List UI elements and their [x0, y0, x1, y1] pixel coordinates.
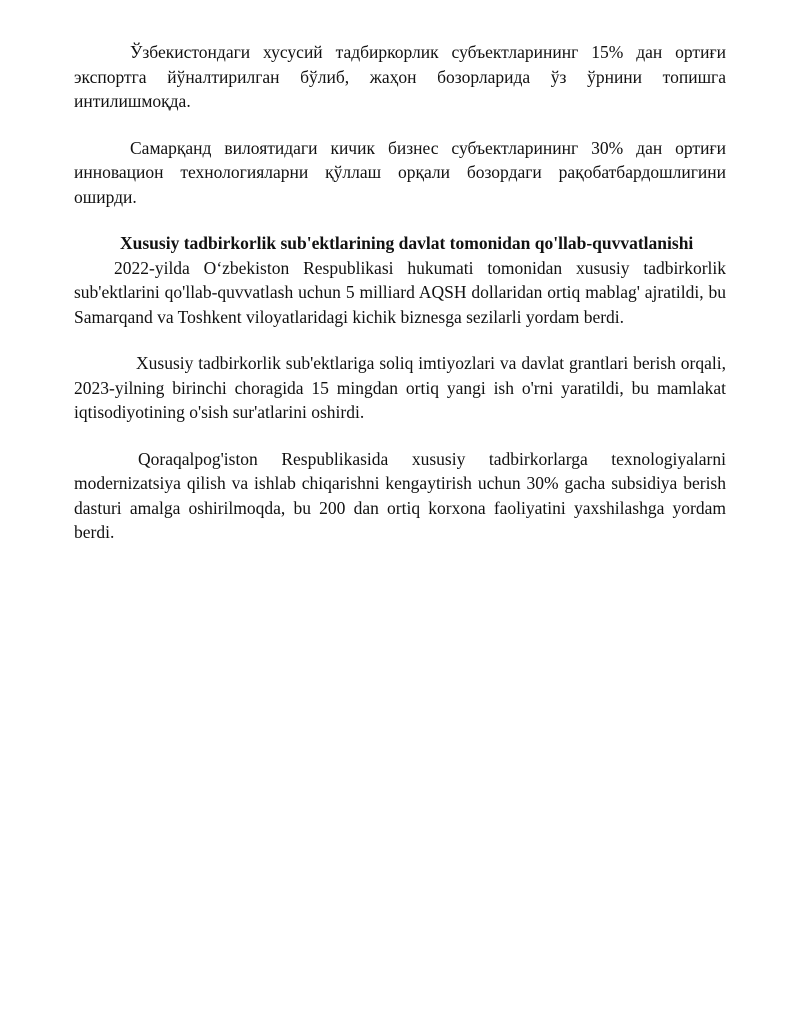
paragraph-funding: 2022-yilda Oʻzbekiston Respublikasi hukumati tomonidan xususiy tadbirkorlik sub'ektlarini qo'llab-quvvatlash uchun 5 milliard AQSH dollaridan ortiq mablag' ajratildi, bu Samarqand va Toshkent viloyatlaridagi kichik biznesga sezilarli yordam berdi. [74, 257, 726, 327]
paragraph-subsidy: Qoraqalpog'iston Respublikasida xususiy tadbirkorlarga texnologiyalarni modernizatsiya qilish va ishlab chiqarishni kengaytirish uchun 30% gacha subsidiya berish dasturi amalga oshirilmoqda, bu 200 dan ortiq korxona faoliyatini yaxshilashga yordam berdi. [74, 448, 726, 542]
paragraph-innovation: Самарқанд вилоятидаги кичик бизнес субъектларининг 30% дан ортиғи инновацион технологияларни қўллаш орқали бозордаги рақобатбардошлигини оширди. [74, 137, 726, 207]
paragraph-tax-benefits: Xususiy tadbirkorlik sub'ektlariga soliq imtiyozlari va davlat grantlari berish orqali, 2023-yilning birinchi choragida 15 mingdan ortiq yangi ish o'rni yaratildi, bu mamlakat iqtisodiyotining o'sish sur'atlarini oshirdi. [74, 353, 726, 422]
section-heading: Xususiy tadbirkorlik sub'ektlarining davlat tomonidan qo'llab-quvvatlanishi [120, 233, 694, 253]
paragraph-export: Ўзбекистондаги хусусий тадбиркорлик субъектларининг 15% дан ортиғи экспортга йўналтирилган бўлиб, жаҳон бозорларида ўз ўрнини топишга интилишмоқда. [74, 42, 726, 111]
document-page [74, 40, 726, 545]
